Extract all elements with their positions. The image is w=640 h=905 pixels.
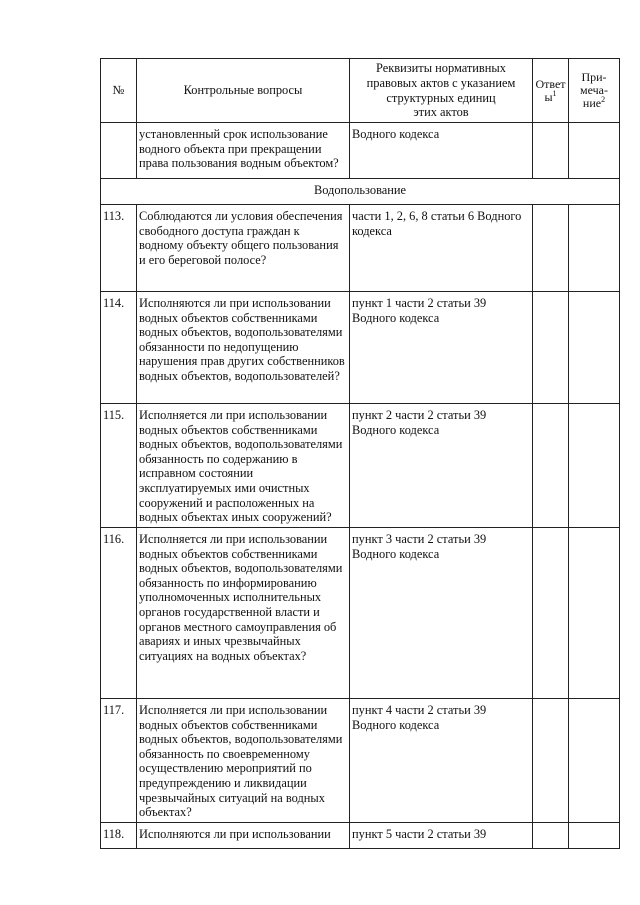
row-number-cell: 118.	[101, 822, 137, 848]
table-row	[101, 205, 620, 292]
row-number-cell: 116.	[101, 528, 137, 699]
table-body	[101, 123, 620, 849]
row-note-cell	[569, 822, 620, 848]
row-question-cell: Соблюдаются ли условия обеспечения свободного доступа граждан к водному объекту общего пользования и его береговой полосе?	[137, 205, 350, 292]
row-requisites-cell: части 1, 2, 6, 8 статьи 6 Водного кодекса	[350, 205, 533, 292]
row-note-cell	[569, 292, 620, 404]
table-row	[101, 822, 620, 848]
table-row	[101, 699, 620, 823]
section-title: Водопользование	[101, 179, 620, 205]
row-answer-cell	[533, 528, 569, 699]
row-number-cell: 115.	[101, 404, 137, 528]
row-answer-cell	[533, 822, 569, 848]
row-answer-cell	[533, 292, 569, 404]
row-answer-cell	[533, 123, 569, 179]
row-question-cell: установленный срок использование водного объекта при прекращении права пользования водным объектом?	[137, 123, 350, 179]
header-note: При- меча- ние$^2$	[569, 59, 620, 123]
row-number-cell: 113.	[101, 205, 137, 292]
row-note-cell	[569, 699, 620, 823]
header-questions: Контрольные вопросы	[137, 59, 350, 123]
row-requisites-cell: пункт 4 части 2 статьи 39 Водного кодекса	[350, 699, 533, 823]
row-note-cell	[569, 205, 620, 292]
row-question-cell: Исполняются ли при использовании водных объектов собственниками водных объектов, водопользователями обязанности по недопущению нарушения прав других собственников водных объектов, водопользователей?	[137, 292, 350, 404]
table-header	[101, 59, 620, 123]
row-requisites-cell: пункт 5 части 2 статьи 39	[350, 822, 533, 848]
row-number-cell: 117.	[101, 699, 137, 823]
row-note-cell	[569, 404, 620, 528]
row-question-cell: Исполняется ли при использовании водных объектов собственниками водных объектов, водопользователями обязанность по информированию уполномоченных исполнительных органов государственной власти и органов местного самоуправления об авариях и иных чрезвычайных ситуациях на водных объектах?	[137, 528, 350, 699]
section-row	[101, 179, 620, 205]
row-note-cell	[569, 528, 620, 699]
table-row	[101, 292, 620, 404]
header-number: №	[101, 59, 137, 123]
row-requisites-cell: пункт 2 части 2 статьи 39 Водного кодекса	[350, 404, 533, 528]
row-answer-cell	[533, 699, 569, 823]
table-row-continuation	[101, 123, 620, 179]
row-requisites-cell: пункт 1 части 2 статьи 39 Водного кодекса	[350, 292, 533, 404]
header-answer: Ответ $ы^1$	[533, 59, 569, 123]
row-requisites-cell: пункт 3 части 2 статьи 39 Водного кодекса	[350, 528, 533, 699]
row-number-cell	[101, 123, 137, 179]
row-requisites-cell: Водного кодекса	[350, 123, 533, 179]
row-note-cell	[569, 123, 620, 179]
table-row	[101, 404, 620, 528]
checklist-table	[100, 58, 620, 849]
row-answer-cell	[533, 205, 569, 292]
header-requisites: Реквизиты нормативных правовых актов с указанием структурных единиц этих актов	[350, 59, 533, 123]
row-question-cell: Исполняются ли при использовании	[137, 822, 350, 848]
row-number-cell: 114.	[101, 292, 137, 404]
row-question-cell: Исполняется ли при использовании водных объектов собственниками водных объектов, водопользователями обязанность по своевременному осуществлению мероприятий по предупреждению и ликвидации чрезвычайных ситуаций на водных объектах?	[137, 699, 350, 823]
row-question-cell: Исполняется ли при использовании водных объектов собственниками водных объектов, водопользователями обязанность по содержанию в исправном состоянии эксплуатируемых ими очистных сооружений и расположенных на водных объектах иных сооружений?	[137, 404, 350, 528]
row-answer-cell	[533, 404, 569, 528]
table-row	[101, 528, 620, 699]
